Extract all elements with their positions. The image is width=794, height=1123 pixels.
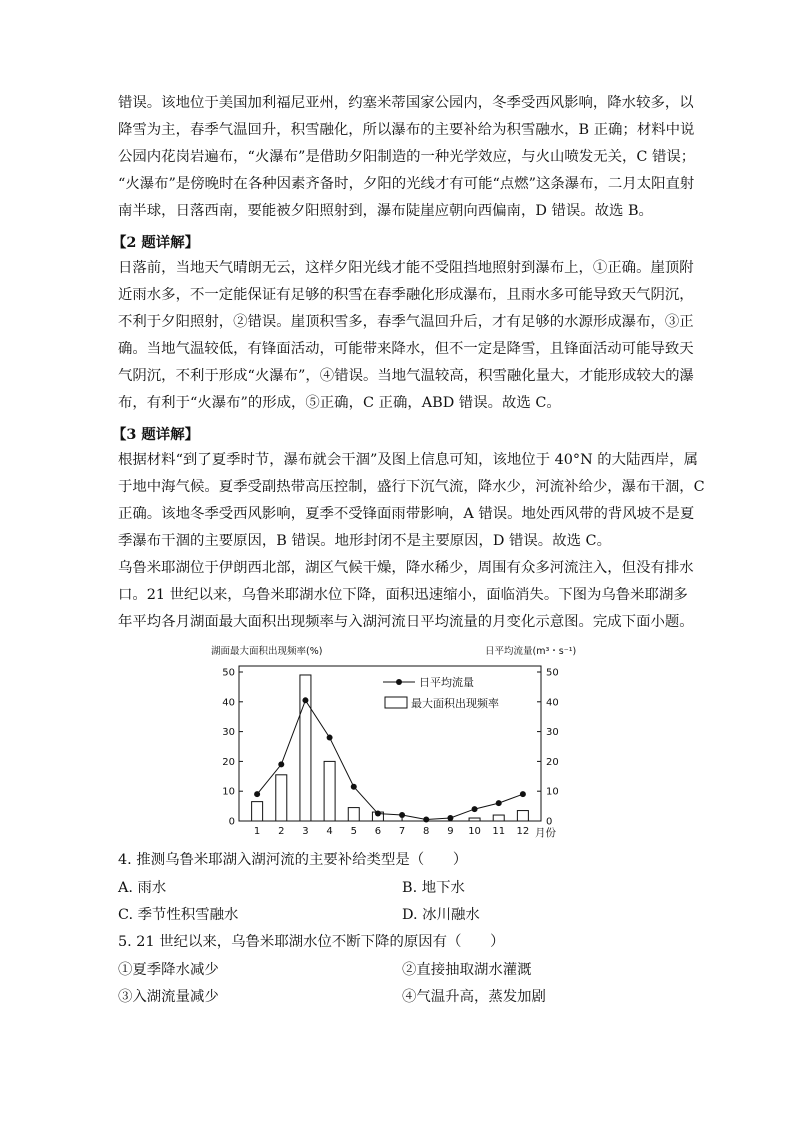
text-line: 不利于夕阳照射，②错误。崖顶积雪多，春季气温回升后，才有足够的水源形成瀑布，③正 [118, 314, 694, 330]
legend-bar-swatch [385, 697, 407, 708]
legend-label-frequency: 最大面积出现频率 [411, 697, 499, 710]
question-intro [118, 555, 694, 636]
text-line: 近雨水多，不一定能保证有足够的积雪在春季融化形成瀑布，且雨水多可能导致天气阴沉， [118, 287, 694, 303]
text-line: 气阴沉，不利于形成“火瀑布”，④错误。当地气温较高，积雪融化量大，才能形成较大的瀑 [118, 368, 694, 384]
legend-label-flow: 日平均流量 [419, 676, 474, 689]
x-tick-label: 12 [516, 826, 530, 837]
legend-line-marker [396, 679, 402, 685]
right-tick-label: 10 [546, 786, 559, 798]
flow-point [423, 817, 429, 823]
left-tick-label: 30 [222, 727, 235, 739]
right-tick-label: 50 [546, 667, 559, 679]
frequency-bar [517, 811, 528, 821]
frequency-bar [348, 808, 359, 821]
text-line: 季瀑布干涸的主要原因，B 错误。地形封闭不是主要原因，D 错误。故选 C。 [118, 533, 611, 549]
answer-paragraph-2 [118, 255, 694, 417]
q4-option-a[interactable]: A. 雨水 [118, 880, 167, 896]
frequency-bar [469, 818, 480, 821]
left-tick-label: 40 [222, 697, 235, 709]
text-line: 年平均各月湖面最大面积出现频率与入湖河流日平均流量的月变化示意图。完成下面小题。 [118, 614, 694, 630]
right-tick-label: 20 [546, 756, 559, 768]
left-tick-label: 0 [228, 816, 235, 828]
flow-point [375, 811, 381, 817]
question-5-stem: 5. 21 世纪以来，乌鲁米耶湖水位不断下降的原因有（ ） [118, 934, 505, 950]
text-line: 错误。该地位于美国加利福尼亚州，约塞米蒂国家公园内，冬季受西风影响，降水较多，以 [118, 95, 694, 111]
right-axis-label: 日平均流量(m³・s⁻¹) [485, 646, 577, 657]
answer-paragraph-3 [118, 447, 705, 555]
left-tick-label: 20 [222, 756, 235, 768]
frequency-bar [252, 802, 263, 821]
text-line: 于地中海气候。夏季受副热带高压控制，盛行下沉气流，降水少，河流补给少，瀑布干涸，C [118, 479, 705, 495]
x-tick-label: 5 [350, 826, 357, 837]
q5-option-3[interactable]: ③入湖流量减少 [118, 989, 219, 1005]
answer-paragraph-1 [118, 90, 696, 225]
text-line: 正确。该地冬季受西风影响，夏季不受锋面雨带影响，A 错误。地处西风带的背风坡不是夏 [118, 506, 695, 522]
right-tick-label: 30 [546, 727, 559, 739]
text-line: “火瀑布”是傍晚时在各种因素齐备时，夕阳的光线才有可能“点燃”这条瀑布，二月太阳直射 [118, 176, 695, 192]
flow-point [278, 761, 284, 767]
q4-option-c[interactable]: C. 季节性积雪融水 [118, 907, 239, 923]
section-heading-3: 【3 题详解】 [112, 426, 199, 443]
right-tick-label: 40 [546, 697, 559, 709]
x-tick-label: 10 [468, 826, 481, 837]
left-axis-label: 湖面最大面积出现频率(%) [211, 646, 323, 657]
text-line: 日落前，当地天气晴朗无云，这样夕阳光线才能不受阻挡地照射到瀑布上，①正确。崖顶附 [118, 260, 694, 276]
frequency-bar [276, 775, 287, 821]
frequency-bar [493, 815, 504, 821]
text-line: 口。21 世纪以来，乌鲁米耶湖水位下降，面积迅速缩小，面临消失。下图为乌鲁米耶湖多 [118, 587, 688, 603]
left-tick-label: 10 [222, 786, 235, 798]
text-line: 确。当地气温较低，有锋面活动，可能带来降水，但不一定是降雪，且锋面活动可能导致天 [118, 341, 694, 357]
flow-point [520, 791, 526, 797]
text-line: 布，有利于“火瀑布”的形成，⑤正确，C 正确，ABD 错误。故选 C。 [118, 395, 561, 411]
flow-point [327, 735, 333, 741]
flow-line [257, 700, 523, 819]
flow-point [496, 800, 502, 806]
x-axis-unit: 月份 [535, 827, 556, 839]
flow-point [472, 806, 478, 812]
q5-option-1[interactable]: ①夏季降水减少 [118, 962, 219, 978]
text-line: 公园内花岗岩遍布，“火瀑布”是借助夕阳制造的一种光学效应，与火山喷发无关，C 错误； [118, 149, 696, 165]
x-tick-label: 3 [302, 826, 309, 837]
x-tick-label: 7 [398, 826, 406, 837]
flow-point [254, 791, 260, 797]
q5-option-4[interactable]: ④气温升高，蒸发加剧 [402, 989, 546, 1005]
x-tick-label: 2 [278, 826, 285, 837]
x-tick-label: 1 [253, 826, 261, 837]
flow-point [399, 812, 405, 818]
text-line: 根据材料“到了夏季时节，瀑布就会干涸”及图上信息可知，该地位于 40°N 的大陆西岸，属 [118, 452, 699, 468]
lake-area-runoff-chart [205, 642, 590, 842]
right-tick-label: 0 [546, 816, 553, 828]
chart-legend [383, 675, 499, 710]
flow-point [447, 815, 453, 821]
q4-option-b[interactable]: B. 地下水 [402, 880, 465, 896]
frequency-bar [324, 761, 335, 821]
text-line: 南半球，日落西南，要能被夕阳照射到，瀑布陡崖应朝向西偏南，D 错误。故选 B。 [118, 203, 653, 219]
x-tick-label: 9 [447, 826, 454, 837]
x-tick-label: 8 [423, 826, 430, 837]
question-4-stem: 4. 推测乌鲁米耶湖入湖河流的主要补给类型是（ ） [118, 852, 468, 868]
x-tick-label: 6 [374, 826, 382, 837]
text-line: 降雪为主，春季气温回升，积雪融化，所以瀑布的主要补给为积雪融水，B 正确；材料中说 [118, 122, 695, 138]
x-tick-label: 11 [492, 826, 506, 837]
q5-option-2[interactable]: ②直接抽取湖水灌溉 [402, 962, 532, 978]
flow-point [351, 784, 357, 790]
section-heading-2: 【2 题详解】 [112, 234, 199, 251]
text-line: 乌鲁米耶湖位于伊朗西北部，湖区气候干燥，降水稀少，周围有众多河流注入，但没有排水 [118, 560, 694, 576]
x-tick-label: 4 [326, 826, 333, 837]
q4-option-d[interactable]: D. 冰川融水 [402, 907, 480, 923]
frequency-bar [300, 675, 311, 821]
flow-point [302, 697, 308, 703]
left-tick-label: 50 [222, 667, 235, 679]
